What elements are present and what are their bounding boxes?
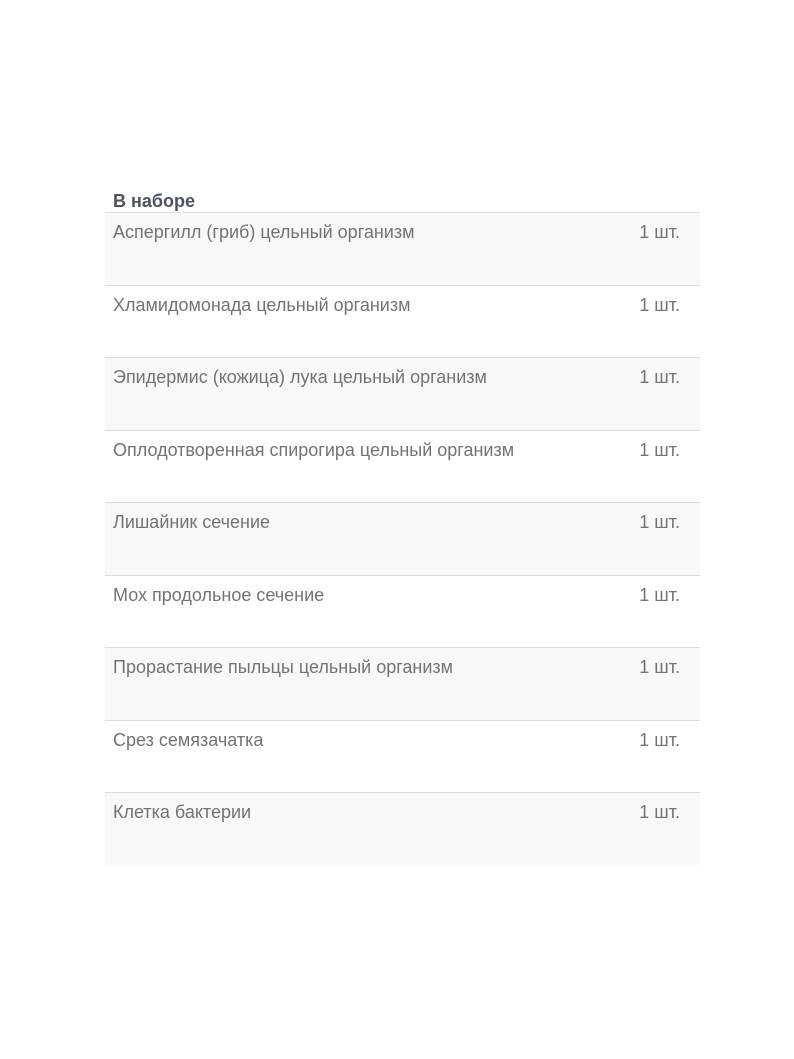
item-name: Лишайник сечение xyxy=(113,512,271,532)
item-quantity: 1 шт. xyxy=(639,439,680,460)
list-item xyxy=(105,793,700,865)
list-item xyxy=(105,648,700,721)
item-quantity: 1 шт. xyxy=(639,294,680,315)
item-quantity: 1 шт. xyxy=(639,657,680,677)
item-name: Клетка бактерии xyxy=(113,802,252,822)
item-name: Эпидермис (кожица) лука цельный организм xyxy=(113,367,487,387)
list-item xyxy=(105,503,700,576)
item-name: Мох продольное сечение xyxy=(113,584,325,605)
item-name: Аспергилл (гриб) цельный организм xyxy=(113,222,415,242)
list-item xyxy=(105,286,700,359)
list-item xyxy=(105,576,700,649)
item-quantity: 1 шт. xyxy=(639,512,680,532)
set-contents-heading: В наборе xyxy=(105,189,700,213)
set-contents-section xyxy=(105,189,700,865)
item-quantity: 1 шт. xyxy=(639,729,680,750)
list-item xyxy=(105,358,700,431)
item-quantity: 1 шт. xyxy=(639,367,680,387)
set-items-list xyxy=(105,213,700,865)
item-quantity: 1 шт. xyxy=(639,222,680,242)
item-quantity: 1 шт. xyxy=(639,802,680,822)
item-quantity: 1 шт. xyxy=(639,584,680,605)
item-name: Хламидомонада цельный организм xyxy=(113,294,411,315)
item-name: Срез семязачатка xyxy=(113,729,264,750)
list-item xyxy=(105,213,700,286)
list-item xyxy=(105,721,700,794)
item-name: Оплодотворенная спирогира цельный организм xyxy=(113,439,515,460)
item-name: Прорастание пыльцы цельный организм xyxy=(113,657,454,677)
list-item xyxy=(105,431,700,504)
